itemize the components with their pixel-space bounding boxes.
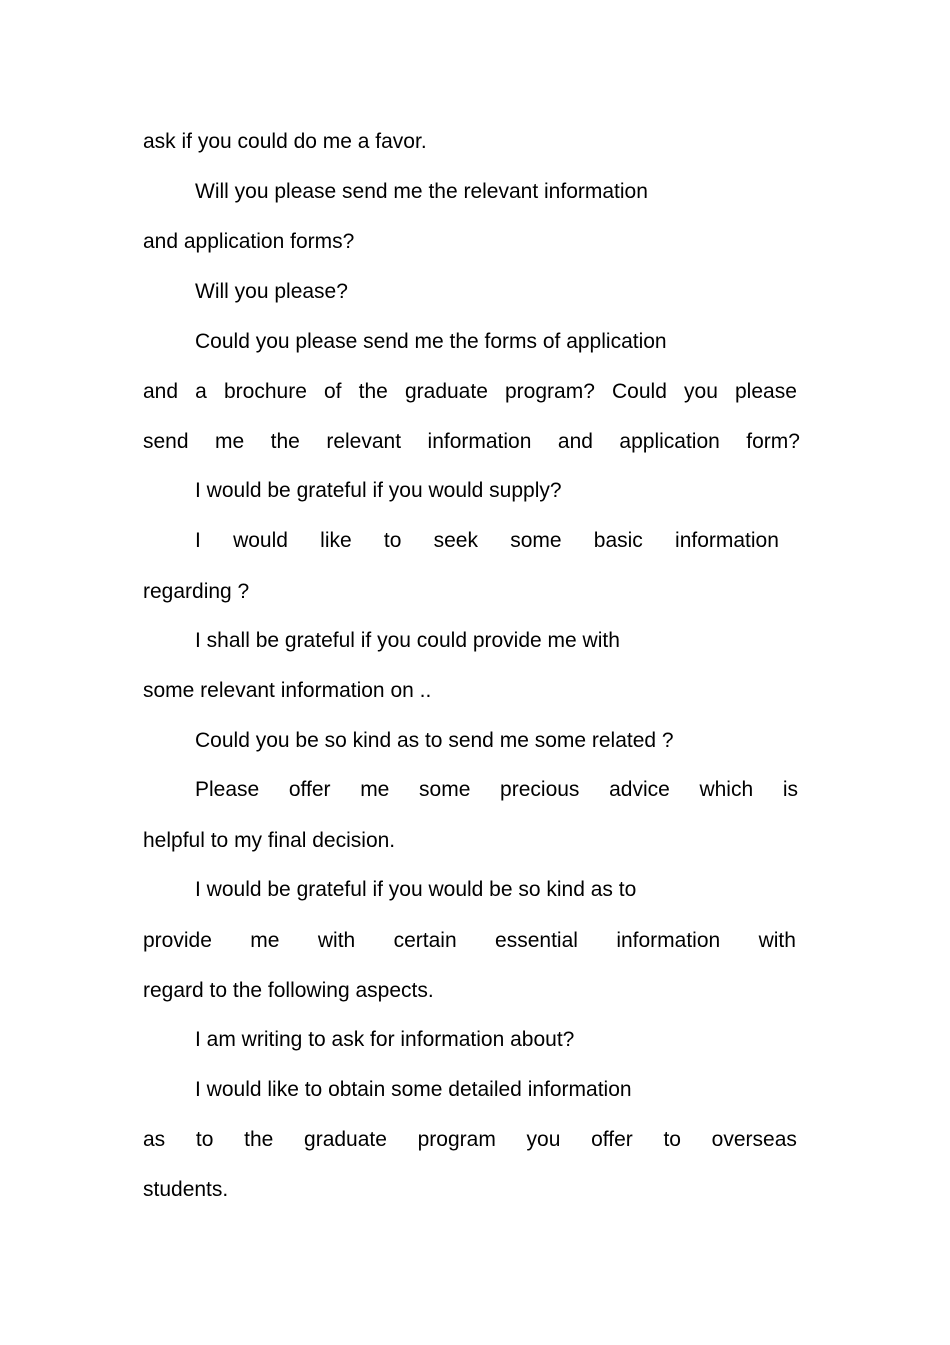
word: of — [324, 380, 342, 403]
word: application — [619, 430, 720, 453]
text-line: regarding ? — [143, 580, 250, 603]
text-line — [143, 427, 800, 457]
word: I — [195, 529, 201, 552]
text-line — [143, 926, 796, 956]
text-line — [143, 1125, 797, 1155]
word: please — [735, 380, 797, 403]
text-line: I shall be grateful if you could provide me with — [195, 629, 620, 652]
text-line — [195, 775, 798, 805]
word: information — [675, 529, 779, 552]
word: would — [233, 529, 288, 552]
word: some — [419, 778, 471, 801]
word: to — [383, 529, 402, 552]
word: offer — [288, 778, 331, 801]
word: program — [417, 1128, 496, 1151]
word: offer — [591, 1128, 633, 1151]
word: the — [358, 380, 388, 403]
word: the — [244, 1128, 274, 1151]
text-line: students. — [143, 1178, 229, 1201]
word: basic — [593, 529, 643, 552]
text-line: Could you be so kind as to send me some related ? — [195, 729, 674, 752]
word: essential — [495, 929, 578, 952]
text-line — [195, 526, 779, 556]
word: advice — [609, 778, 670, 801]
word: and — [557, 430, 593, 453]
word: which — [699, 778, 754, 801]
word: me — [250, 929, 280, 952]
word: send — [143, 430, 189, 453]
text-line — [143, 377, 797, 407]
word: overseas — [711, 1128, 797, 1151]
word: relevant — [326, 430, 402, 453]
text-line: regard to the following aspects. — [143, 979, 434, 1002]
text-line: I would be grateful if you would be so kind as to — [195, 878, 637, 901]
word: the — [270, 430, 300, 453]
word: to — [663, 1128, 681, 1151]
text-line: I would like to obtain some detailed information — [195, 1078, 632, 1101]
word: seek — [433, 529, 478, 552]
word: with — [317, 929, 356, 952]
word: Could — [612, 380, 667, 403]
word: as — [143, 1128, 166, 1151]
word: with — [758, 929, 796, 952]
word: me — [360, 778, 390, 801]
word: is — [782, 778, 798, 801]
word: a — [195, 380, 207, 403]
word: me — [215, 430, 245, 453]
text-line: helpful to my final decision. — [143, 829, 396, 852]
word: to — [195, 1128, 214, 1151]
word: like — [320, 529, 352, 552]
text-line: ask if you could do me a favor. — [143, 130, 427, 153]
word: provide — [143, 929, 212, 952]
text-line: Will you please send me the relevant information — [195, 180, 648, 203]
text-line: Will you please? — [195, 280, 348, 303]
word: information — [427, 430, 532, 453]
word: precious — [500, 778, 580, 801]
word: form? — [746, 430, 800, 453]
word: information — [616, 929, 721, 952]
word: you — [684, 380, 718, 403]
word: certain — [393, 929, 457, 952]
text-line: some relevant information on .. — [143, 679, 432, 702]
word: some — [510, 529, 562, 552]
word: you — [526, 1128, 561, 1151]
word: graduate — [404, 380, 488, 403]
word: Please — [195, 778, 260, 801]
word: graduate — [304, 1128, 387, 1151]
word: and — [143, 380, 179, 403]
word: program? — [505, 380, 595, 403]
text-line: Could you please send me the forms of application — [195, 330, 667, 353]
text-line: I am writing to ask for information about? — [195, 1028, 575, 1051]
word: brochure — [223, 380, 307, 403]
text-line: I would be grateful if you would supply? — [195, 479, 562, 502]
text-line: and application forms? — [143, 230, 355, 253]
